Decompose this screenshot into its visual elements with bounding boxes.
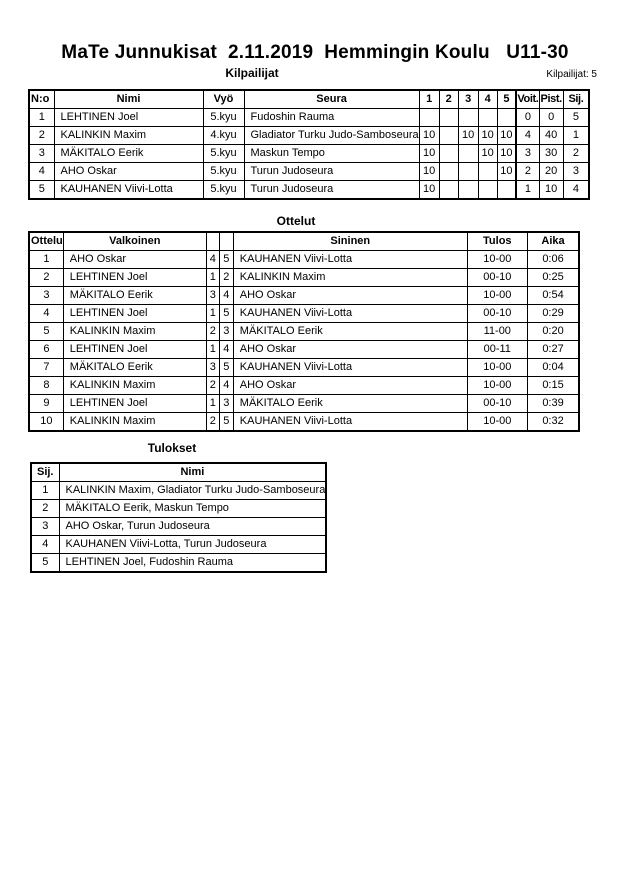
col-header-wins: Voit.	[516, 90, 539, 109]
match-row	[29, 377, 579, 395]
match-blue-number: 3	[219, 395, 233, 413]
competitor-points: 40	[539, 127, 563, 145]
result-vs-1: 10	[419, 145, 439, 163]
match-blue-number: 5	[219, 251, 233, 269]
result-vs-3	[458, 109, 478, 127]
col-header-points: Pist.	[539, 90, 563, 109]
competitor-belt: 5.kyu	[203, 181, 244, 200]
result-vs-5: 10	[497, 145, 516, 163]
result-vs-5: 10	[497, 127, 516, 145]
result-place: 2	[31, 500, 59, 518]
match-white-number: 4	[206, 251, 219, 269]
result-place: 5	[31, 554, 59, 573]
result-vs-4: 10	[478, 145, 497, 163]
result-vs-4	[478, 181, 497, 200]
col-header-no: N:o	[29, 90, 54, 109]
col-header-blue-no	[219, 232, 233, 251]
competitor-row	[29, 145, 589, 163]
competitor-club	[244, 109, 419, 127]
match-blue-name: KAUHANEN Viivi-Lotta	[233, 305, 467, 323]
competitor-club-text: Turun Judoseura	[250, 165, 334, 177]
competitor-name: MÄKITALO Eerik	[54, 145, 203, 163]
competitor-row	[29, 127, 589, 145]
match-blue-name: KAUHANEN Viivi-Lotta	[233, 413, 467, 432]
match-result: 10-00	[467, 377, 527, 395]
result-vs-4	[478, 163, 497, 181]
col-header-opp1: 1	[419, 90, 439, 109]
match-row	[29, 251, 579, 269]
result-name-text: MÄKITALO Eerik, Maskun Tempo	[65, 502, 229, 514]
col-header-opp2: 2	[439, 90, 458, 109]
competitor-club-text: Gladiator Turku Judo-Samboseura	[250, 129, 419, 141]
col-header-white: Valkoinen	[63, 232, 206, 251]
match-row	[29, 323, 579, 341]
competitor-number: 3	[29, 145, 54, 163]
result-vs-3: 10	[458, 127, 478, 145]
match-time: 0:15	[527, 377, 579, 395]
competitor-club-text: Fudoshin Rauma	[250, 111, 335, 123]
competitor-place: 4	[563, 181, 589, 200]
result-vs-2	[439, 163, 458, 181]
result-name	[59, 500, 326, 518]
match-number: 9	[29, 395, 63, 413]
match-row	[29, 341, 579, 359]
match-time: 0:54	[527, 287, 579, 305]
match-result: 10-00	[467, 359, 527, 377]
match-blue-name: KALINKIN Maxim	[233, 269, 467, 287]
competitor-club	[244, 181, 419, 200]
match-white-name: LEHTINEN Joel	[63, 305, 206, 323]
result-place: 3	[31, 518, 59, 536]
competitors-heading: Kilpailijat	[225, 66, 279, 80]
result-row	[31, 536, 326, 554]
match-number: 5	[29, 323, 63, 341]
match-result: 11-00	[467, 323, 527, 341]
competitor-club	[244, 145, 419, 163]
match-blue-number: 3	[219, 323, 233, 341]
col-header-opp3: 3	[458, 90, 478, 109]
result-name-text: KALINKIN Maxim, Gladiator Turku Judo-Samboseura	[65, 484, 326, 496]
matches-header-row	[29, 232, 579, 251]
match-number: 3	[29, 287, 63, 305]
competitor-club-text: Maskun Tempo	[250, 147, 325, 159]
match-white-name: LEHTINEN Joel	[63, 395, 206, 413]
match-blue-name: KAUHANEN Viivi-Lotta	[233, 359, 467, 377]
col-header-name: Nimi	[54, 90, 203, 109]
match-white-name: KALINKIN Maxim	[63, 323, 206, 341]
competitor-points: 10	[539, 181, 563, 200]
result-name	[59, 536, 326, 554]
competitor-points: 30	[539, 145, 563, 163]
match-blue-name: MÄKITALO Eerik	[233, 395, 467, 413]
col-header-result: Tulos	[467, 232, 527, 251]
competitor-wins: 3	[516, 145, 539, 163]
col-header-match-no: Ottelu	[29, 232, 63, 251]
result-row	[31, 500, 326, 518]
result-name	[59, 554, 326, 573]
match-white-number: 1	[206, 305, 219, 323]
match-white-number: 3	[206, 287, 219, 305]
match-row	[29, 413, 579, 432]
competitor-name: KAUHANEN Viivi-Lotta	[54, 181, 203, 200]
competitor-points: 20	[539, 163, 563, 181]
match-time: 0:25	[527, 269, 579, 287]
result-vs-3	[458, 145, 478, 163]
col-header-club: Seura	[244, 90, 419, 109]
match-blue-number: 4	[219, 377, 233, 395]
matches-heading: Ottelut	[276, 214, 316, 228]
match-blue-number: 4	[219, 287, 233, 305]
result-place: 4	[31, 536, 59, 554]
result-name-text: KAUHANEN Viivi-Lotta, Turun Judoseura	[65, 538, 267, 550]
competitor-points: 0	[539, 109, 563, 127]
result-vs-5: 10	[497, 163, 516, 181]
competitors-table	[28, 89, 590, 200]
competitor-place: 1	[563, 127, 589, 145]
competitor-belt: 5.kyu	[203, 109, 244, 127]
match-blue-name: AHO Oskar	[233, 341, 467, 359]
result-vs-1	[419, 109, 439, 127]
col-header-belt: Vyö	[203, 90, 244, 109]
result-vs-2	[439, 181, 458, 200]
competitor-club-text: Turun Judoseura	[250, 183, 334, 195]
competitor-wins: 0	[516, 109, 539, 127]
results-header-row	[31, 463, 326, 482]
competitor-row	[29, 163, 589, 181]
match-blue-number: 4	[219, 341, 233, 359]
match-number: 7	[29, 359, 63, 377]
competitor-wins: 4	[516, 127, 539, 145]
result-place: 1	[31, 482, 59, 500]
competitor-wins: 2	[516, 163, 539, 181]
match-number: 6	[29, 341, 63, 359]
competitor-name: KALINKIN Maxim	[54, 127, 203, 145]
col-header-opp4: 4	[478, 90, 497, 109]
result-vs-4: 10	[478, 127, 497, 145]
match-blue-number: 5	[219, 305, 233, 323]
competitors-header-row	[29, 90, 589, 109]
competitor-place: 5	[563, 109, 589, 127]
match-white-name: KALINKIN Maxim	[63, 377, 206, 395]
match-row	[29, 395, 579, 413]
competitor-belt: 4.kyu	[203, 127, 244, 145]
match-number: 4	[29, 305, 63, 323]
competitor-number: 5	[29, 181, 54, 200]
result-vs-2	[439, 109, 458, 127]
match-blue-name: AHO Oskar	[233, 287, 467, 305]
competitor-name: LEHTINEN Joel	[54, 109, 203, 127]
competitor-name: AHO Oskar	[54, 163, 203, 181]
match-white-number: 3	[206, 359, 219, 377]
match-time: 0:32	[527, 413, 579, 432]
competitor-row	[29, 181, 589, 200]
result-row	[31, 482, 326, 500]
match-result: 00-10	[467, 395, 527, 413]
match-white-number: 1	[206, 269, 219, 287]
match-blue-number: 5	[219, 359, 233, 377]
competitor-club	[244, 127, 419, 145]
matches-table	[28, 231, 580, 432]
match-white-name: MÄKITALO Eerik	[63, 359, 206, 377]
match-blue-number: 2	[219, 269, 233, 287]
col-header-place: Sij.	[31, 463, 59, 482]
competitor-number: 2	[29, 127, 54, 145]
col-header-white-no	[206, 232, 219, 251]
col-header-time: Aika	[527, 232, 579, 251]
match-blue-name: KAUHANEN Viivi-Lotta	[233, 251, 467, 269]
match-result: 10-00	[467, 413, 527, 432]
competitor-belt: 5.kyu	[203, 163, 244, 181]
page-title: MaTe Junnukisat 2.11.2019 Hemmingin Koulu U11-30	[61, 42, 569, 63]
results-table	[30, 462, 327, 573]
match-time: 0:04	[527, 359, 579, 377]
competitors-count-label: Kilpailijat: 5	[546, 69, 597, 80]
result-vs-5	[497, 181, 516, 200]
match-white-name: MÄKITALO Eerik	[63, 287, 206, 305]
match-white-number: 2	[206, 323, 219, 341]
match-blue-number: 5	[219, 413, 233, 432]
result-vs-2	[439, 145, 458, 163]
result-vs-1: 10	[419, 181, 439, 200]
competitor-row	[29, 109, 589, 127]
match-blue-name: AHO Oskar	[233, 377, 467, 395]
competitor-place: 3	[563, 163, 589, 181]
match-row	[29, 287, 579, 305]
result-vs-3	[458, 181, 478, 200]
col-header-name: Nimi	[59, 463, 326, 482]
match-white-name: LEHTINEN Joel	[63, 269, 206, 287]
match-row	[29, 359, 579, 377]
result-vs-2	[439, 127, 458, 145]
match-result: 00-10	[467, 305, 527, 323]
match-white-name: KALINKIN Maxim	[63, 413, 206, 432]
match-time: 0:29	[527, 305, 579, 323]
result-row	[31, 518, 326, 536]
competitor-number: 1	[29, 109, 54, 127]
result-name-text: LEHTINEN Joel, Fudoshin Rauma	[65, 556, 234, 568]
match-white-number: 1	[206, 395, 219, 413]
match-white-number: 1	[206, 341, 219, 359]
match-number: 8	[29, 377, 63, 395]
col-header-opp5: 5	[497, 90, 516, 109]
match-time: 0:27	[527, 341, 579, 359]
result-vs-4	[478, 109, 497, 127]
results-heading: Tulokset	[147, 441, 197, 455]
result-row	[31, 554, 326, 573]
match-number: 10	[29, 413, 63, 432]
match-number: 2	[29, 269, 63, 287]
match-number: 1	[29, 251, 63, 269]
match-time: 0:06	[527, 251, 579, 269]
match-result: 00-10	[467, 269, 527, 287]
match-time: 0:20	[527, 323, 579, 341]
result-name-text: AHO Oskar, Turun Judoseura	[65, 520, 210, 532]
match-result: 10-00	[467, 287, 527, 305]
match-row	[29, 269, 579, 287]
competitor-place: 2	[563, 145, 589, 163]
result-vs-1: 10	[419, 163, 439, 181]
result-name	[59, 518, 326, 536]
match-white-name: LEHTINEN Joel	[63, 341, 206, 359]
col-header-blue: Sininen	[233, 232, 467, 251]
competitor-wins: 1	[516, 181, 539, 200]
competitor-number: 4	[29, 163, 54, 181]
result-vs-5	[497, 109, 516, 127]
result-vs-1: 10	[419, 127, 439, 145]
match-blue-name: MÄKITALO Eerik	[233, 323, 467, 341]
result-name	[59, 482, 326, 500]
match-white-name: AHO Oskar	[63, 251, 206, 269]
match-result: 10-00	[467, 251, 527, 269]
result-vs-3	[458, 163, 478, 181]
match-result: 00-11	[467, 341, 527, 359]
col-header-place: Sij.	[563, 90, 589, 109]
competitor-belt: 5.kyu	[203, 145, 244, 163]
competitor-club	[244, 163, 419, 181]
match-row	[29, 305, 579, 323]
match-white-number: 2	[206, 377, 219, 395]
match-time: 0:39	[527, 395, 579, 413]
match-white-number: 2	[206, 413, 219, 432]
